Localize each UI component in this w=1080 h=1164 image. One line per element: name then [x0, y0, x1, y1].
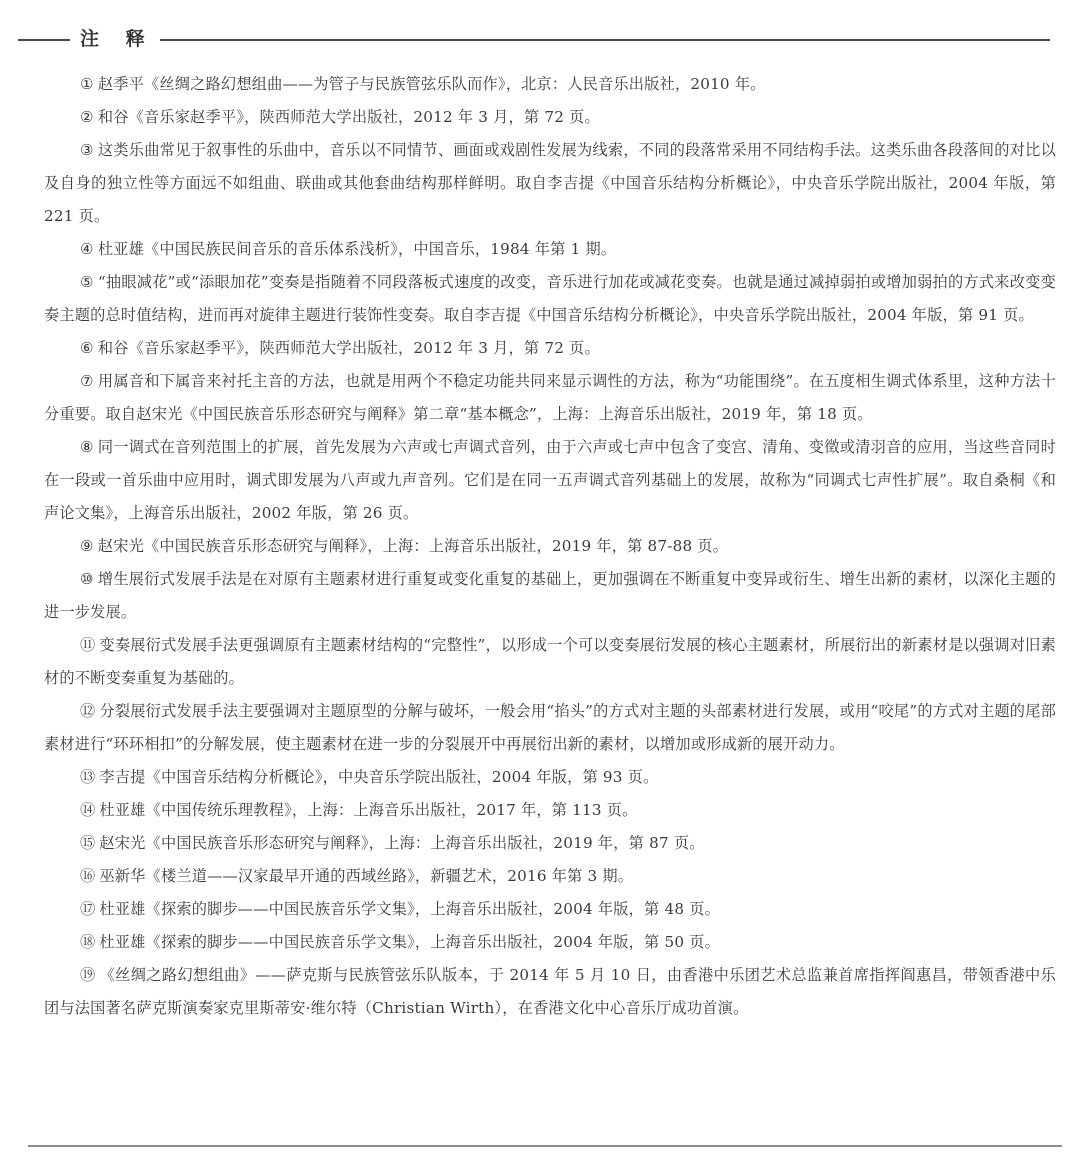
- note-text: 李吉提《中国音乐结构分析概论》，中央音乐学院出版社，2004 年版，第 93 页。: [99, 768, 659, 786]
- note-number: ⑤: [80, 273, 94, 291]
- note-text: 巫新华《楼兰道——汉家最早开通的西域丝路》，新疆艺术，2016 年第 3 期。: [99, 867, 634, 885]
- header-rule-right: [160, 39, 1050, 41]
- note-text: 和谷《音乐家赵季平》，陕西师范大学出版社，2012 年 3 月，第 72 页。: [97, 108, 600, 126]
- note-text: 增生展衍式发展手法是在对原有主题素材进行重复或变化重复的基础上，更加强调在不断重复中变异或衍生、增生出新的素材，以深化主题的进一步发展。: [44, 570, 1056, 621]
- note-number: ③: [80, 141, 94, 159]
- note-text: 赵季平《丝绸之路幻想组曲——为管子与民族管弦乐队而作》，北京：人民音乐出版社，2010 年。: [97, 75, 766, 93]
- note-number: ⑪: [80, 636, 96, 654]
- note-10: [44, 563, 1056, 629]
- note-3: [44, 134, 1056, 233]
- note-text: 杜亚雄《中国传统乐理教程》，上海：上海音乐出版社，2017 年，第 113 页。: [99, 801, 638, 819]
- footer-rule: [28, 1145, 1062, 1147]
- note-4: [44, 233, 1056, 266]
- note-number: ⑥: [80, 339, 94, 357]
- note-text: 用属音和下属音来衬托主音的方法，也就是用两个不稳定功能共同来显示调性的方法，称为“功能围绕”。在五度相生调式体系里，这种方法十分重要。取自赵宋光《中国民族音乐形态研究与阐释》第二章“基本概念”，上海：上海音乐出版社，2019 年，第 18 页。: [44, 372, 1056, 423]
- note-number: ⑮: [80, 834, 96, 852]
- note-number: ⑰: [80, 900, 96, 918]
- note-text: 这类乐曲常见于叙事性的乐曲中，音乐以不同情节、画面或戏剧性发展为线索，不同的段落常采用不同结构手法。这类乐曲各段落间的对比以及自身的独立性等方面远不如组曲、联曲或其他套曲结构那样鲜明。取自李吉提《中国音乐结构分析概论》，中央音乐学院出版社，2004 年版，第 221 页。: [44, 141, 1056, 225]
- note-text: 赵宋光《中国民族音乐形态研究与阐释》，上海：上海音乐出版社，2019 年，第 87-88 页。: [97, 537, 729, 555]
- note-text: 杜亚雄《探索的脚步——中国民族音乐学文集》，上海音乐出版社，2004 年版，第 48 页。: [99, 900, 720, 918]
- note-text: 同一调式在音列范围上的扩展，首先发展为六声或七声调式音列，由于六声或七声中包含了变宫、清角、变徵或清羽音的应用，当这些音同时在一段或一首乐曲中应用时，调式即发展为八声或九声音列。它们是在同一五声调式音列基础上的发展，故称为“同调式七声性扩展”。取自桑桐《和声论文集》，上海音乐出版社，2002 年版，第 26 页。: [44, 438, 1056, 522]
- note-number: ⑨: [80, 537, 94, 555]
- note-text: 杜亚雄《探索的脚步——中国民族音乐学文集》，上海音乐出版社，2004 年版，第 50 页。: [99, 933, 720, 951]
- note-2: [44, 101, 1056, 134]
- note-number: ⑦: [80, 372, 94, 390]
- note-1: [44, 68, 1056, 101]
- note-12: [44, 695, 1056, 761]
- note-13: [44, 761, 1056, 794]
- note-number: ①: [80, 75, 94, 93]
- note-text: 《丝绸之路幻想组曲》——萨克斯与民族管弦乐队版本，于 2014 年 5 月 10 日，由香港中乐团艺术总监兼首席指挥阎惠昌，带领香港中乐团与法国著名萨克斯演奏家克里斯蒂安·维尔特（Christian Wirth），在香港文化中心音乐厅成功首演。: [44, 966, 1056, 1017]
- note-text: “抽眼减花”或“添眼加花”变奏是指随着不同段落板式速度的改变，音乐进行加花或减花变奏。也就是通过减掉弱拍或增加弱拍的方式来改变变奏主题的总时值结构，进而再对旋律主题进行装饰性变奏。取自李吉提《中国音乐结构分析概论》，中央音乐学院出版社，2004 年版，第 91 页。: [44, 273, 1056, 324]
- note-17: [44, 893, 1056, 926]
- header-rule-left: [18, 39, 70, 41]
- note-text: 杜亚雄《中国民族民间音乐的音乐体系浅析》，中国音乐，1984 年第 1 期。: [97, 240, 617, 258]
- notes-list: [44, 68, 1056, 1025]
- note-number: ⑬: [80, 768, 96, 786]
- note-8: [44, 431, 1056, 530]
- note-9: [44, 530, 1056, 563]
- note-number: ⑫: [80, 702, 96, 720]
- note-text: 和谷《音乐家赵季平》，陕西师范大学出版社，2012 年 3 月，第 72 页。: [97, 339, 600, 357]
- note-number: ④: [80, 240, 94, 258]
- note-number: ⑯: [80, 867, 96, 885]
- note-text: 赵宋光《中国民族音乐形态研究与阐释》，上海：上海音乐出版社，2019 年，第 87 页。: [99, 834, 705, 852]
- note-number: ②: [80, 108, 94, 126]
- note-14: [44, 794, 1056, 827]
- note-number: ⑭: [80, 801, 96, 819]
- note-number: ⑲: [80, 966, 96, 984]
- note-11: [44, 629, 1056, 695]
- note-number: ⑩: [80, 570, 94, 588]
- note-16: [44, 860, 1056, 893]
- note-text: 变奏展衍式发展手法更强调原有主题素材结构的“完整性”，以形成一个可以变奏展衍发展的核心主题素材，所展衍出的新素材是以强调对旧素材的不断变奏重复为基础的。: [44, 636, 1056, 687]
- note-6: [44, 332, 1056, 365]
- note-number: ⑱: [80, 933, 96, 951]
- note-15: [44, 827, 1056, 860]
- note-19: [44, 959, 1056, 1025]
- note-number: ⑧: [80, 438, 94, 456]
- note-18: [44, 926, 1056, 959]
- section-title: 注 释: [80, 28, 155, 50]
- note-7: [44, 365, 1056, 431]
- note-text: 分裂展衍式发展手法主要强调对主题原型的分解与破坏，一般会用“掐头”的方式对主题的头部素材进行发展，或用“咬尾”的方式对主题的尾部素材进行“环环相扣”的分解发展，使主题素材在进一步的分裂展开中再展衍出新的素材，以增加或形成新的展开动力。: [44, 702, 1057, 753]
- note-5: [44, 266, 1056, 332]
- notes-header: [0, 22, 1080, 58]
